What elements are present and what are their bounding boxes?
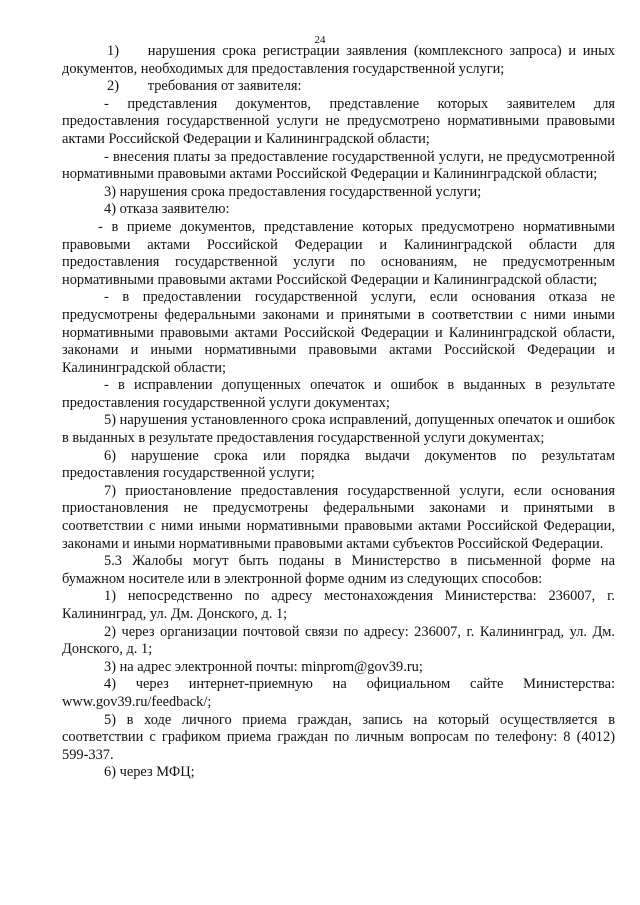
paragraph-method-1: 1) непосредственно по адресу местонахождения Министерства: 236007, г. Калининград, ул. Дм. Донского, д. 1; [62,588,615,622]
paragraph-item-5: 5) нарушения установленного срока исправлений, допущенных опечаток и ошибок в выданных в результате предоставления государственной услуги документах; [62,412,615,447]
paragraph-item-1: 1) нарушения срока регистрации заявления (комплексного запроса) и иных документов, необходимых для предоставления государственной услуги; [62,43,615,77]
paragraph-dash-refusal-service: - в предоставлении государственной услуги, если основания отказа не предусмотрены федеральными законами и принятыми в соответствии с ними иными нормативными правовыми актами Российской Федерации и Калининградской области, законами и иными нормативными правовыми актами Российской Федерации и Калининградской области; [62,289,615,376]
paragraph-method-6: 6) через МФЦ; [104,764,195,781]
paragraph-item-6: 6) нарушение срока или порядка выдачи документов по результатам предоставления государственной услуги; [62,447,615,482]
paragraph-5-3: 5.3 Жалобы могут быть поданы в Министерство в письменной форме на бумажном носителе или в электронной форме одним из следующих способов: [62,553,615,587]
paragraph-item-3: 3) нарушения срока предоставления государственной услуги; [104,183,482,200]
paragraph-item-4: 4) отказа заявителю: [104,201,230,218]
paragraph-item-2: 2) требования от заявителя: [107,78,302,95]
paragraph-method-2: 2) через организации почтовой связи по адресу: 236007, г. Калининград, ул. Дм. Донского, д. 1; [62,623,615,658]
paragraph-method-4: 4) через интернет-приемную на официальном сайте Министерства: www.gov39.ru/feedback/; [62,676,615,710]
document-body [62,43,615,782]
paragraph-dash-refusal-docs: - в приеме документов, представление которых предусмотрено нормативными правовыми актами Российской Федерации и Калининградской области для предоставления государственной услуги по основаниям, не предусмотренным нормативными правовыми актами Российской Федерации и Калининградской области; [62,218,615,288]
paragraph-method-3: 3) на адрес электронной почты: minprom@gov39.ru; [104,658,423,675]
paragraph-method-5: 5) в ходе личного приема граждан, запись на который осуществляется в соответствии с графиком приема граждан по личным вопросам по телефону: 8 (4012) 599-337. [62,711,615,763]
paragraph-dash-documents: - представления документов, представление которых заявителем для предоставления государственной услуги не предусмотрено нормативными правовыми актами Российской Федерации и Калининградской области; [62,95,615,147]
paragraph-dash-corrections: - в исправлении допущенных опечаток и ошибок в выданных в результате предоставления государственной услуги документах; [62,377,615,411]
paragraph-item-7: 7) приостановление предоставления государственной услуги, если основания приостановления не предусмотрены федеральными законами и принятыми в соответствии с ними иными нормативными правовыми актами Российской Федерации, законами и иными нормативными правовыми актами субъектов Российской Федерации. [62,482,615,552]
page-number: 24 [314,34,326,46]
paragraph-dash-payment: - внесения платы за предоставление государственной услуги, не предусмотренной нормативными правовыми актами Российской Федерации и Калининградской области; [62,148,615,183]
